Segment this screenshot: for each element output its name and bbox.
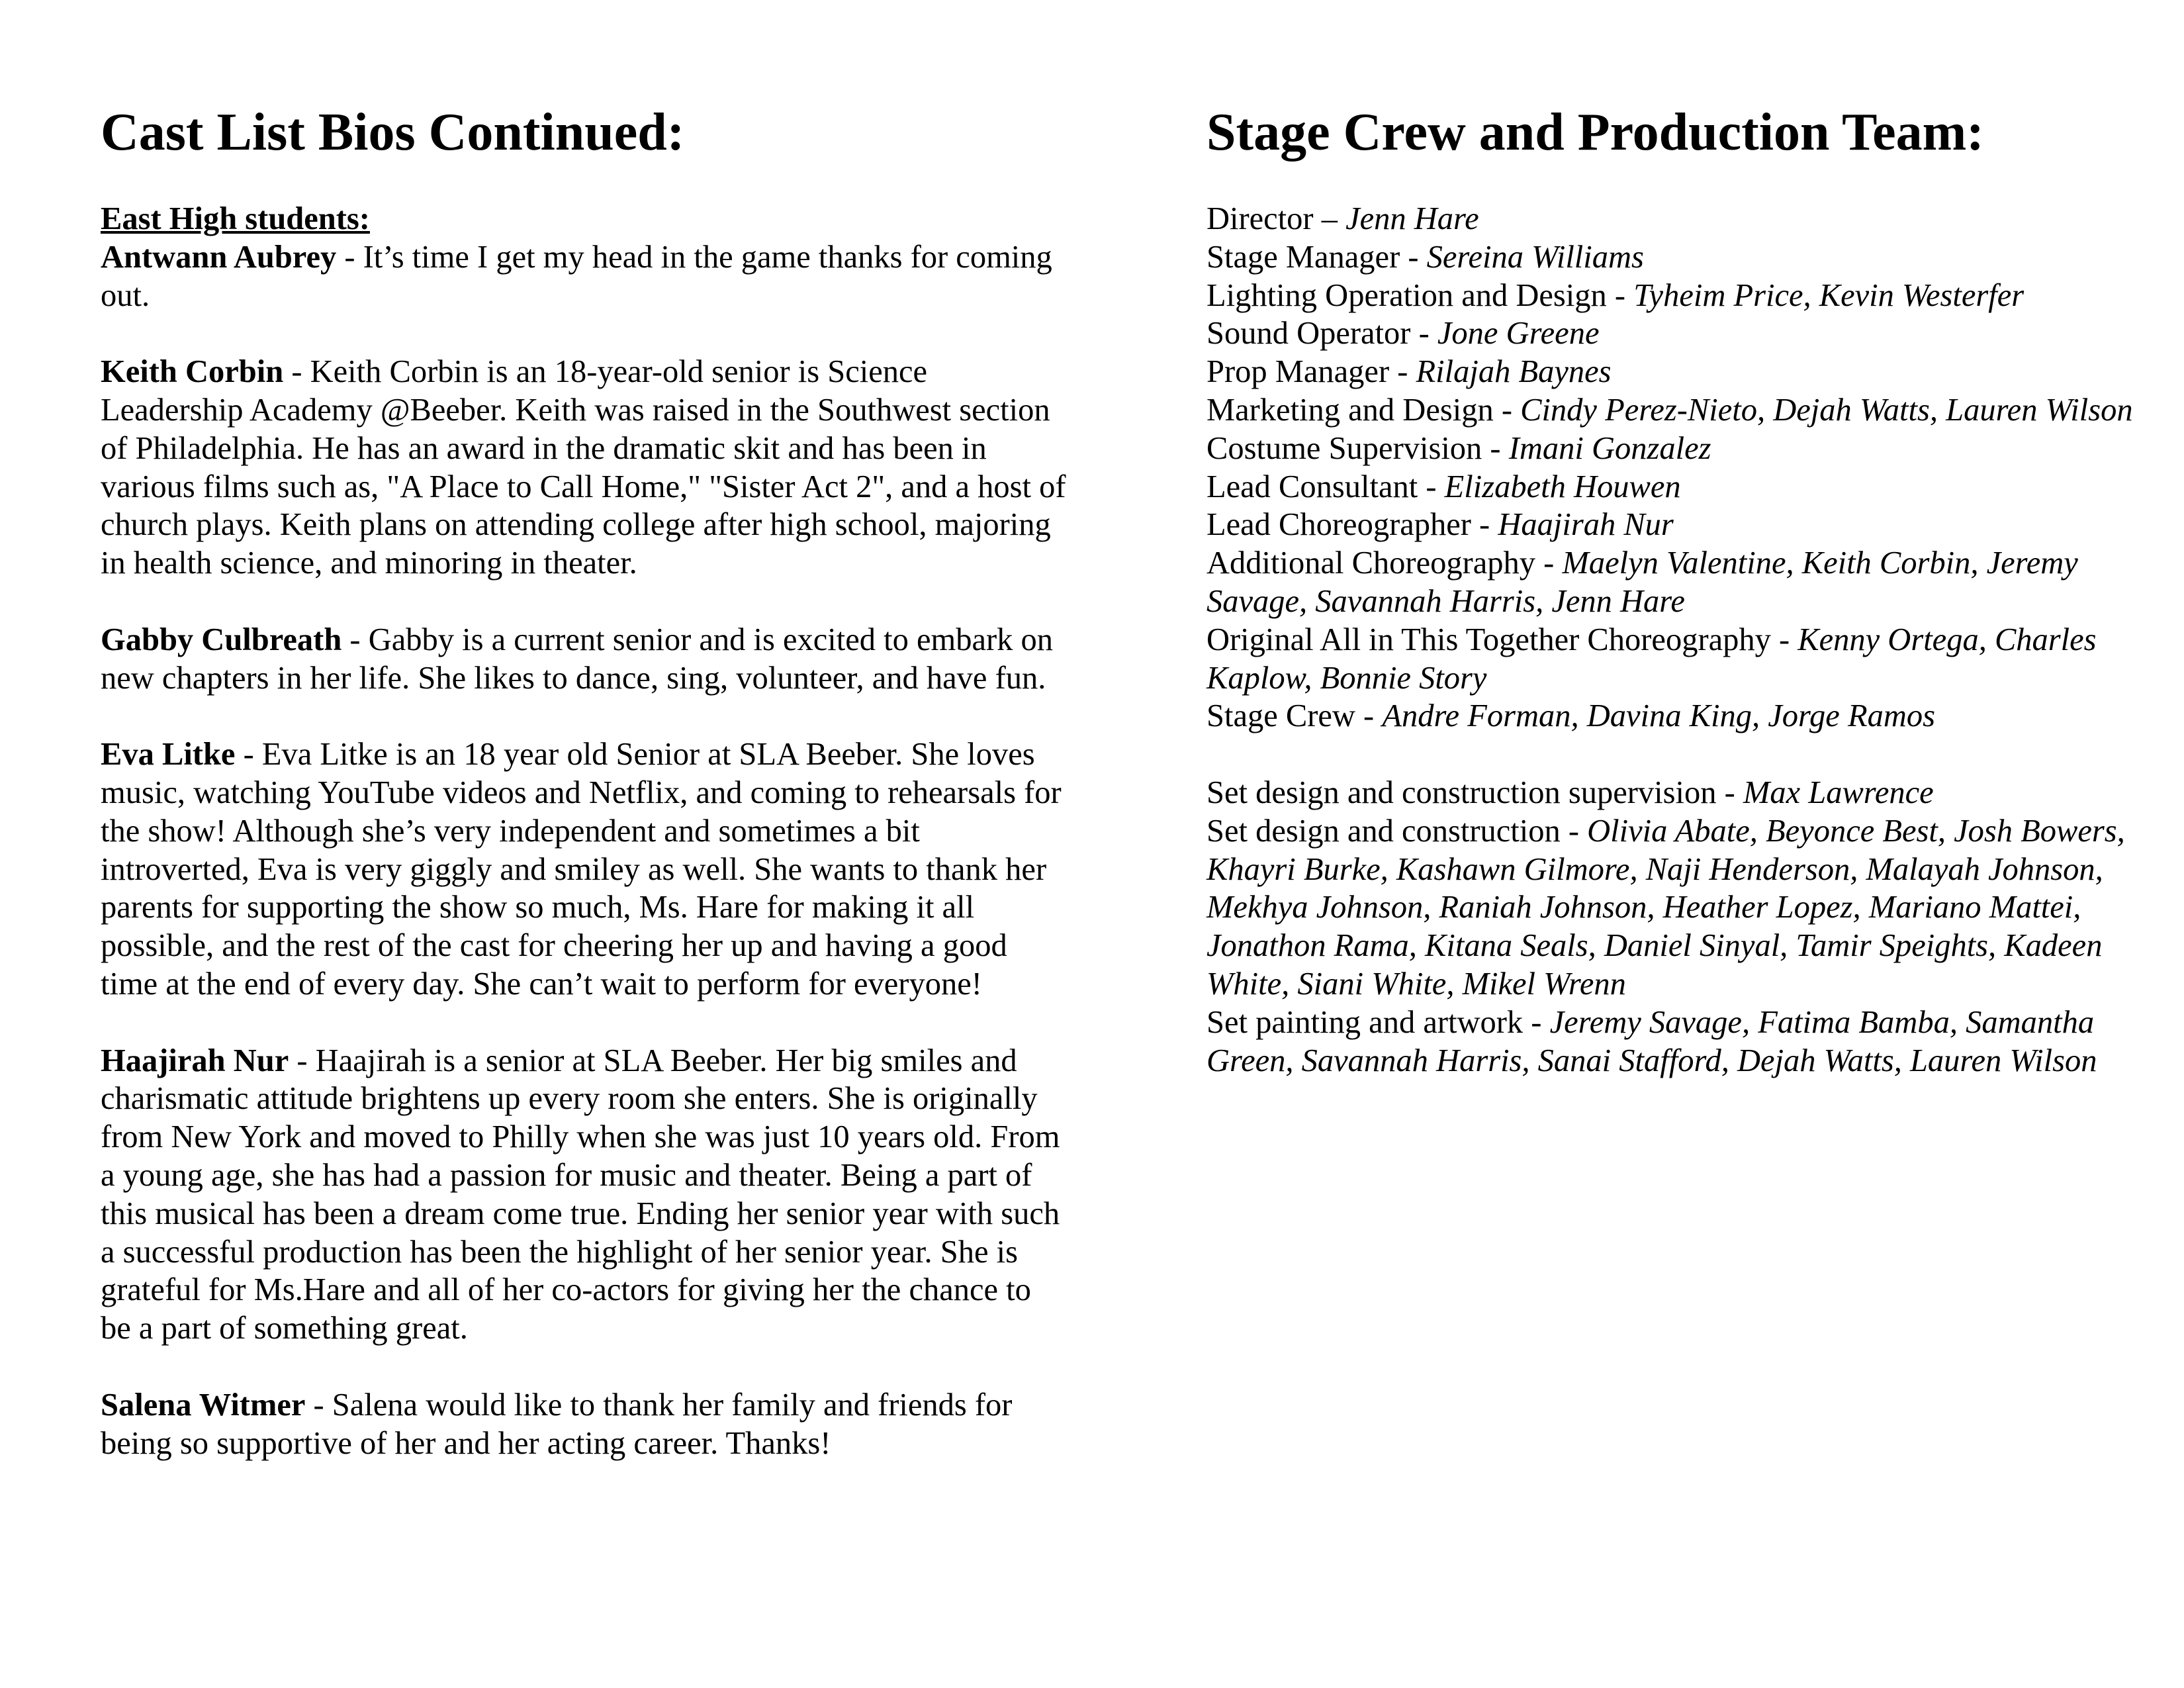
crew-role: Additional Choreography - bbox=[1206, 545, 1563, 581]
crew-line-original-choreography bbox=[1206, 621, 2146, 698]
crew-line-lead-consultant bbox=[1206, 468, 2146, 506]
crew-role: Set design and construction supervision - bbox=[1206, 774, 1743, 810]
bio-text: - Salena would like to thank her family and friends for being so supportive of her and her acting career. Thanks! bbox=[101, 1387, 1013, 1461]
bio-text: - Eva Litke is an 18 year old Senior at SLA Beeber. She loves music, watching YouTube videos and Netflix, and coming to rehearsals for the show! Although she’s very independent and sometimes a bit introverted, Eva is very giggly and smiley as well. She wants to thank her parents for supporting the show so much, Ms. Hare for making it all possible, and the rest of the cast for cheering her up and having a good time at the end of every day. She can’t wait to perform for everyone! bbox=[101, 737, 1062, 1002]
crew-line-director bbox=[1206, 200, 2146, 238]
crew-list-set bbox=[1206, 774, 2146, 1080]
crew-list-main bbox=[1206, 200, 2146, 735]
east-high-students-heading: East High students: bbox=[101, 201, 370, 236]
crew-people: Elizabeth Houwen bbox=[1444, 469, 1681, 504]
crew-people: Maelyn Valentine, Keith Corbin, Jeremy Savage, Savannah Harris, Jenn Hare bbox=[1206, 545, 2078, 619]
crew-role: Marketing and Design - bbox=[1206, 392, 1521, 428]
crew-line-props bbox=[1206, 353, 2146, 391]
crew-line-stage-manager bbox=[1206, 238, 2146, 277]
crew-role: Stage Crew - bbox=[1206, 698, 1383, 734]
bio-eva-litke bbox=[101, 735, 1067, 1004]
crew-spacer bbox=[1206, 735, 2146, 774]
crew-line-stage-crew bbox=[1206, 697, 2146, 735]
bio-keith-corbin bbox=[101, 353, 1067, 583]
crew-line-sound bbox=[1206, 314, 2146, 353]
bio-text: - Haajirah is a senior at SLA Beeber. Her big smiles and charismatic attitude brightens up every room she enters. She is originally from New York and moved to Philly when she was just 10 years old. From a young age, she has had a passion for music and theater. Being a part of this musical has been a dream come true. Ending her senior year with such a successful production has been the highlight of her senior year. She is grateful for Ms.Hare and all of her co-actors for giving her the chance to be a part of something great. bbox=[101, 1043, 1060, 1346]
production-team-title: Stage Crew and Production Team: bbox=[1206, 103, 1984, 162]
bio-haajirah-nur bbox=[101, 1042, 1067, 1348]
crew-line-additional-choreography bbox=[1206, 544, 2146, 621]
crew-role: Original All in This Together Choreography - bbox=[1206, 622, 1798, 657]
crew-line-set-supervision bbox=[1206, 774, 2146, 812]
production-team-column bbox=[1206, 99, 2146, 1080]
crew-people: Andre Forman, Davina King, Jorge Ramos bbox=[1382, 698, 1935, 734]
crew-role: Set painting and artwork - bbox=[1206, 1004, 1550, 1040]
crew-role: Prop Manager - bbox=[1206, 354, 1416, 390]
crew-people: Max Lawrence bbox=[1743, 774, 1934, 810]
crew-people: Jenn Hare bbox=[1345, 201, 1479, 236]
crew-line-lead-choreographer bbox=[1206, 506, 2146, 544]
bio-name: Antwann Aubrey bbox=[101, 239, 337, 275]
bio-name: Haajirah Nur bbox=[101, 1043, 289, 1078]
crew-line-set-construction bbox=[1206, 812, 2146, 1004]
crew-line-set-painting bbox=[1206, 1004, 2146, 1080]
crew-people: Jone Greene bbox=[1437, 316, 1600, 352]
crew-people: Haajirah Nur bbox=[1498, 507, 1674, 543]
crew-role: Lead Choreographer - bbox=[1206, 507, 1498, 543]
crew-people: Imani Gonzalez bbox=[1508, 430, 1711, 466]
crew-role: Costume Supervision - bbox=[1206, 430, 1509, 466]
crew-role: Lead Consultant - bbox=[1206, 469, 1445, 504]
crew-role: Stage Manager - bbox=[1206, 239, 1427, 275]
cast-bios-column bbox=[101, 99, 1067, 1501]
crew-line-lighting bbox=[1206, 277, 2146, 315]
bio-salena-witmer bbox=[101, 1386, 1067, 1463]
bio-name: Salena Witmer bbox=[101, 1387, 306, 1423]
bio-antwann-aubrey bbox=[101, 238, 1067, 315]
bio-name: Eva Litke bbox=[101, 737, 236, 773]
bio-name: Gabby Culbreath bbox=[101, 622, 342, 657]
crew-people: Rilajah Baynes bbox=[1416, 354, 1612, 390]
crew-role: Lighting Operation and Design - bbox=[1206, 277, 1634, 313]
bio-text: - It’s time I get my head in the game thanks for coming out. bbox=[101, 239, 1052, 313]
bio-text: - Gabby is a current senior and is excited to embark on new chapters in her life. She likes to dance, sing, volunteer, and have fun. bbox=[101, 622, 1054, 696]
crew-people: Sereina Williams bbox=[1426, 239, 1644, 275]
crew-role: Set design and construction - bbox=[1206, 813, 1588, 849]
crew-people: Kenny Ortega, Charles Kaplow, Bonnie Story bbox=[1206, 622, 2097, 696]
crew-line-costume bbox=[1206, 430, 2146, 468]
bio-gabby-culbreath bbox=[101, 621, 1067, 698]
crew-people: Tyheim Price, Kevin Westerfer bbox=[1633, 277, 2025, 313]
cast-bios-title: Cast List Bios Continued: bbox=[101, 103, 685, 162]
crew-people: Cindy Perez-Nieto, Dejah Watts, Lauren Wilson bbox=[1520, 392, 2133, 428]
bio-text: - Keith Corbin is an 18-year-old senior is Science Leadership Academy @Beeber. Keith was raised in the Southwest section of Philadelphia. He has an award in the dramatic skit and has been in various films such as, "A Place to Call Home," "Sister Act 2", and a host of church plays. Keith plans on attending college after high school, majoring in health science, and minoring in theater. bbox=[101, 354, 1066, 581]
crew-people: Olivia Abate, Beyonce Best, Josh Bowers, Khayri Burke, Kashawn Gilmore, Naji Henderson, Malayah Johnson, Mekhya Johnson, Raniah Johnson, Heather Lopez, Mariano Mattei, Jonathon Rama, Kitana Seals, Daniel Sinyal, Tamir Speights, Kadeen White, Siani White, Mikel Wrenn bbox=[1206, 813, 2125, 1002]
crew-role: Sound Operator - bbox=[1206, 316, 1437, 352]
crew-role: Director – bbox=[1206, 201, 1346, 236]
crew-line-marketing bbox=[1206, 391, 2146, 430]
crew-people: Jeremy Savage, Fatima Bamba, Samantha Green, Savannah Harris, Sanai Stafford, Dejah Watts, Lauren Wilson bbox=[1206, 1004, 2097, 1078]
bio-name: Keith Corbin bbox=[101, 354, 284, 390]
